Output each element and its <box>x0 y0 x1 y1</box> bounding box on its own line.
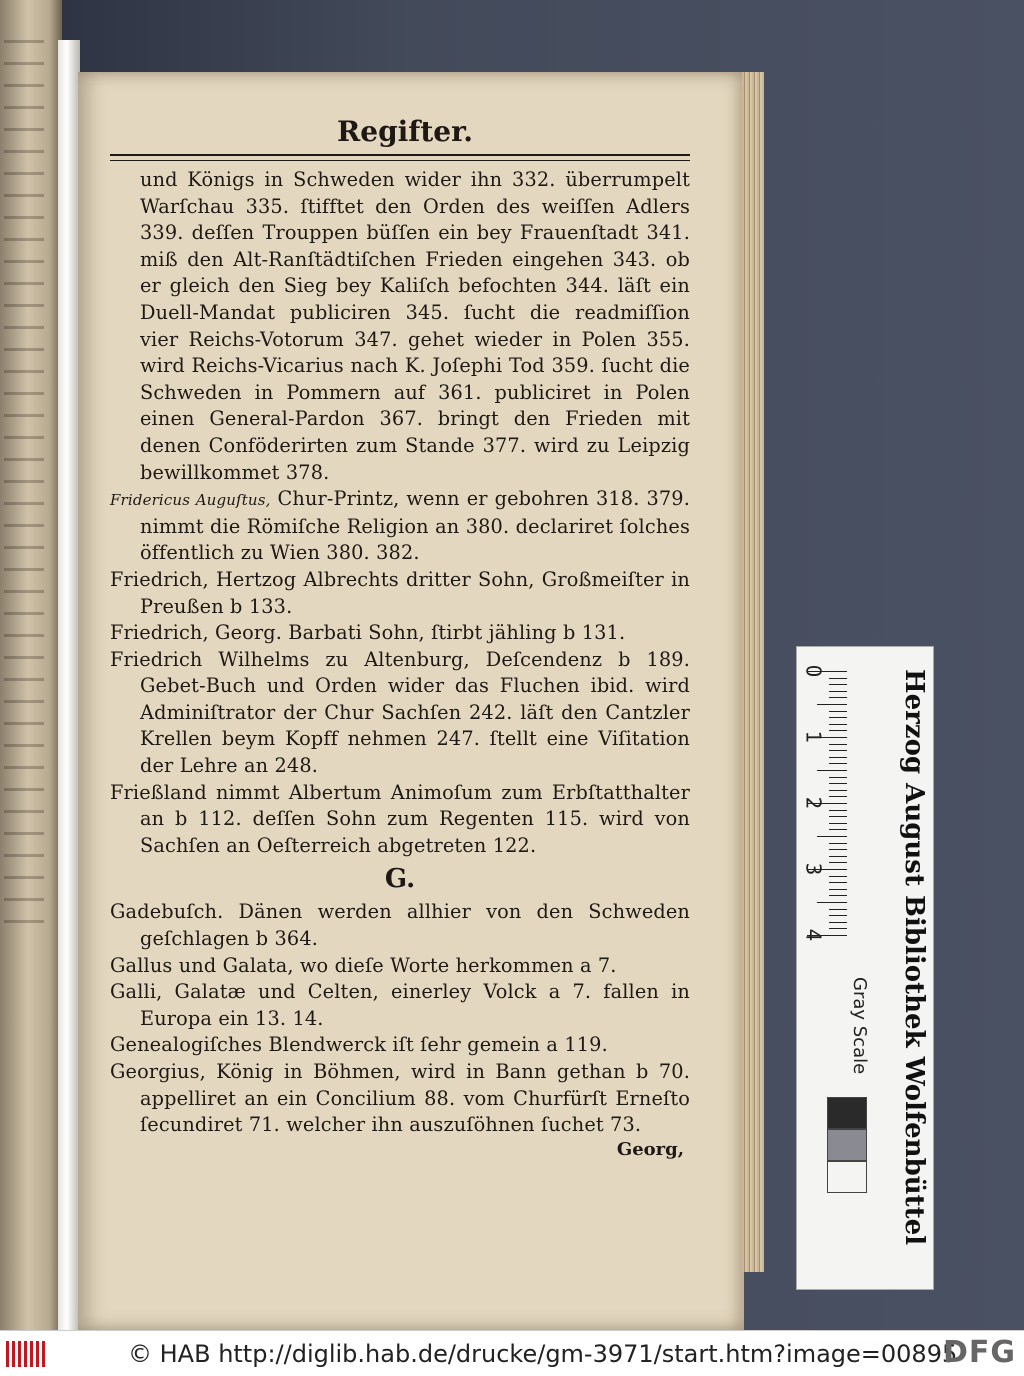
scale-tick <box>829 823 847 824</box>
register-entry: Gallus und Galata, wo dieſe Worte herkommen a 7. <box>110 953 617 977</box>
page-edges <box>742 72 764 1272</box>
left-page-edge <box>0 0 62 1330</box>
color-scale-bar <box>796 646 934 1290</box>
scale-tick <box>817 902 847 903</box>
scale-tick <box>829 790 847 791</box>
scale-tick <box>829 849 847 850</box>
scale-tick <box>817 704 847 705</box>
scale-tick <box>829 909 847 910</box>
register-entry: Galli, Galatæ und Celten, einerley Volck a 7. fallen in Europa ein 13. 14. <box>110 980 690 1030</box>
register-entry: Friedrich, Hertzog Albrechts dritter Sohn, Großmeiſter in Preußen b 133. <box>110 567 690 618</box>
scale-tick <box>829 711 847 712</box>
scale-tick <box>829 777 847 778</box>
footer-citation: © HAB http://diglib.hab.de/drucke/gm-3971/start.htm?image=00895 <box>128 1340 958 1368</box>
book-binding-strap <box>58 40 80 1330</box>
scale-tick <box>829 816 847 817</box>
scale-tick <box>829 889 847 890</box>
scale-tick <box>829 783 847 784</box>
scale-number: 4 <box>801 928 826 942</box>
scale-tick <box>829 678 847 679</box>
scale-ruler <box>797 647 847 977</box>
scale-tick <box>829 922 847 923</box>
scale-number: 3 <box>801 862 826 876</box>
scale-tick <box>829 862 847 863</box>
scale-tick <box>829 843 847 844</box>
scale-tick <box>829 810 847 811</box>
scale-title: Herzog August Bibliothek Wolfenbüttel <box>899 669 929 1246</box>
scale-tick <box>829 895 847 896</box>
scale-tick <box>817 836 847 837</box>
section-letter: G. <box>384 864 416 895</box>
scale-tick <box>829 684 847 685</box>
catchword: Georg, <box>616 1138 684 1160</box>
register-entry: Georgius, König in Böhmen, wird in Bann gethan b 70. appelliret an ein Concilium 88. vom Churfürſt Erneſto ſecundiret 71. welcher ihn auszuſöhnen ſuchet 73. <box>110 1060 690 1137</box>
dfg-logo: DFG <box>942 1335 1016 1370</box>
scale-tick <box>829 829 847 830</box>
scale-tick <box>817 770 847 771</box>
register-entry: Friedrich, Georg. Barbati Sohn, ſtirbt jähling b 131. <box>110 621 626 645</box>
scale-tick <box>829 724 847 725</box>
header-rule <box>110 154 690 161</box>
register-entry: Gadebuſch. Dänen werden allhier von den Schweden geſchlagen b 364. <box>110 900 690 951</box>
running-header: Regifter. <box>336 115 474 148</box>
register-entry: Genealogiſches Blendwerck iſt ſehr gemein a 119. <box>110 1033 608 1057</box>
entry-text: Chur-Printz, wenn er gebohren 318. 379. nimmt die Römiſche Religion an 380. declariret ſolches öffentlich zu Wien 380. 382. <box>140 487 691 565</box>
left-page-text-fragment <box>4 40 44 940</box>
scale-tick <box>829 876 847 877</box>
scale-tick <box>829 730 847 731</box>
scale-number: 0 <box>801 664 826 678</box>
register-entry: Frießland nimmt Albertum Animoſum zum Erbſtatthalter an b 112. deſſen Sohn zum Regenten 115. wird von Sachſen an Oeſterreich abgetreten 122. <box>110 780 690 857</box>
scale-tick <box>829 697 847 698</box>
entry-lemma: Fridericus Auguſtus, <box>110 491 271 510</box>
scale-number: 2 <box>801 796 826 810</box>
gray-swatch <box>827 1097 867 1129</box>
scale-tick <box>829 915 847 916</box>
footer-bar <box>0 1330 1024 1376</box>
register-entry: und Königs in Schweden wider ihn 332. überrumpelt Warſchau 335. ſtifftet den Orden des weiſſen Adlers 339. deſſen Trouppen büſſen ein bey Frauenſtadt 341. miß den Alt-Ranſtädtiſchen Frieden eingehen 343. ob er gleich den Sieg bey Kaliſch befochten 344. läſt ein Duell-Mandat publiciren 345. ſucht die readmiſſion vier Reichs-Votorum 347. gehet wieder in Polen 355. wird Reichs-Vicarius nach K. Joſephi Tod 359. ſucht die Schweden in Pommern auf 361. publiciret in Polen einen General-Pardon 367. bringt den Frieden mit denen Conföderirten zum Stande 377. wird zu Leipzig bewillkommet 378. <box>140 168 690 484</box>
page-text-block <box>110 112 690 1160</box>
scale-tick <box>829 763 847 764</box>
scale-tick <box>829 744 847 745</box>
scale-number: 1 <box>801 730 826 744</box>
scale-tick <box>829 856 847 857</box>
register-entry <box>110 486 690 567</box>
gray-swatch <box>827 1129 867 1161</box>
scale-tick <box>829 717 847 718</box>
gray-swatch <box>827 1161 867 1193</box>
gray-scale-label: Gray Scale <box>849 977 870 1075</box>
scale-tick <box>829 796 847 797</box>
scale-tick <box>829 691 847 692</box>
register-entry: Friedrich Wilhelms zu Altenburg, Deſcendenz b 189. Gebet-Buch und Orden wider das Fluchen ibid. wird Adminiſtrator der Chur Sachſen 242. läſt den Cantzler Krellen beym Kopff nehmen 247. ſtellt eine Viſitation der Lehre an 248. <box>110 647 690 778</box>
hab-logo-icon <box>6 1341 46 1367</box>
scale-tick <box>829 928 847 929</box>
scale-tick <box>829 757 847 758</box>
scale-tick <box>829 750 847 751</box>
scale-tick <box>829 882 847 883</box>
